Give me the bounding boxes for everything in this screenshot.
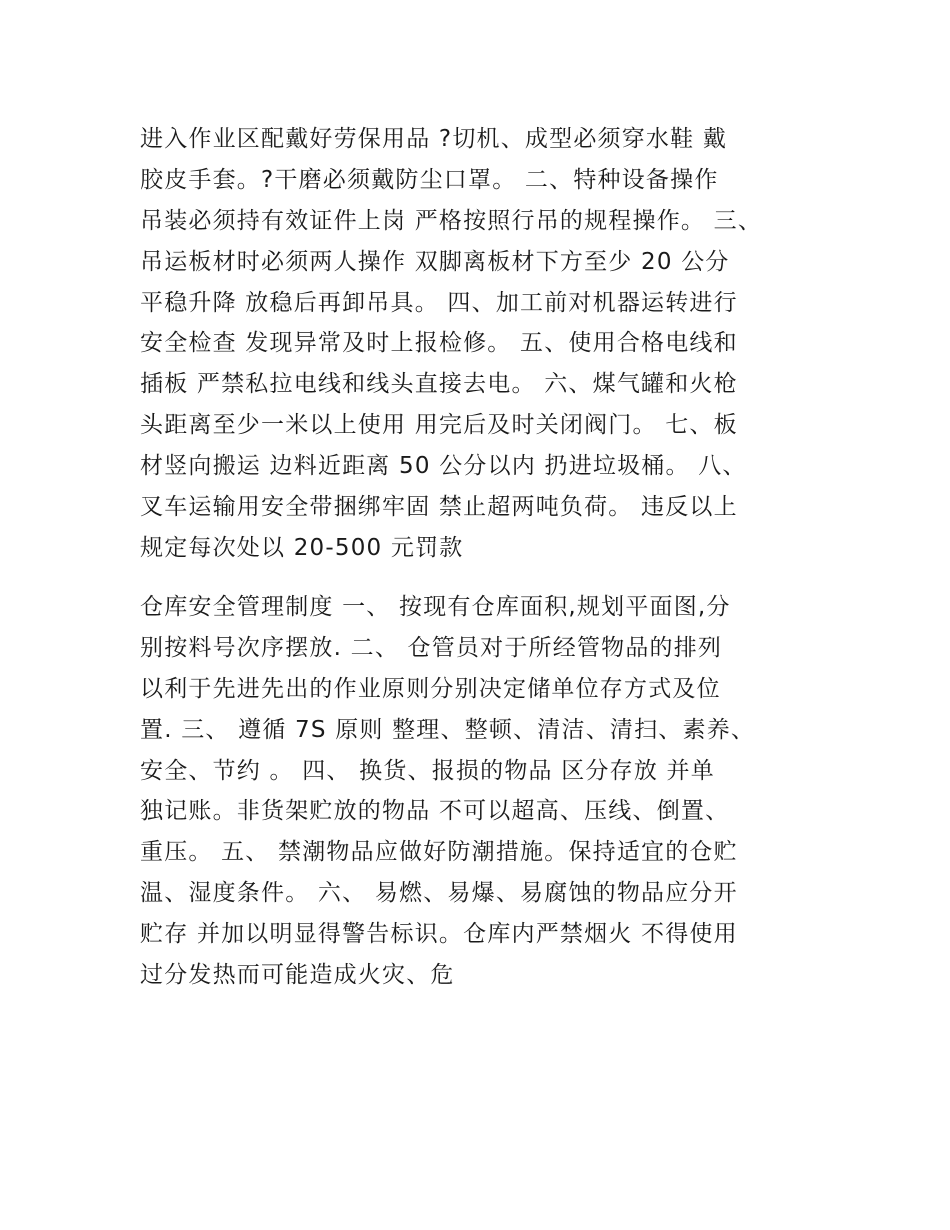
text-line: 别按料号次序摆放. 二、 仓管员对于所经管物品的排列 [140, 634, 723, 661]
text-line: 插板 严禁私拉电线和线头直接去电。 六、煤气罐和火枪 [140, 371, 738, 398]
text-line: 吊装必须持有效证件上岗 严格按照行吊的规程操作。 三、 [140, 207, 763, 234]
text-line: 胶皮手套。?干磨必须戴防尘口罩。 二、特种设备操作 [140, 166, 719, 193]
paragraph-safety-rules [140, 119, 840, 569]
text-line: 进入作业区配戴好劳保用品 ?切机、成型必须穿水鞋 戴 [140, 126, 728, 152]
text-line: 平稳升降 放稳后再卸吊具。 四、加工前对机器运转进行 [140, 289, 738, 316]
text-line: 吊运板材时必须两人操作 双脚离板材下方至少 20 公分 [140, 248, 730, 275]
text-line: 贮存 并加以明显得警告标识。仓库内严禁烟火 不得使用 [140, 921, 738, 948]
text-line: 以利于先进先出的作业原则分别决定储单位存方式及位 [140, 675, 721, 702]
text-line: 规定每次处以 20-500 元罚款 [140, 534, 464, 561]
text-line: 置. 三、 遵循 7S 原则 整理、整顿、清洁、清扫、素养、 [140, 716, 756, 743]
text-line: 头距离至少一米以上使用 用完后及时关闭阀门。 七、板 [140, 412, 738, 439]
text-line: 安全、节约 。 四、 换货、报损的物品 区分存放 并单 [140, 757, 715, 784]
text-line: 仓库安全管理制度 一、 按现有仓库面积,规划平面图,分 [140, 594, 731, 620]
text-line: 温、湿度条件。 六、 易燃、易爆、易腐蚀的物品应分开 [140, 880, 738, 907]
paragraph-warehouse-rules [140, 587, 840, 996]
text-line: 重压。 五、 禁潮物品应做好防潮措施。保持适宜的仓贮 [140, 839, 738, 866]
text-line: 独记账。非货架贮放的物品 不可以超高、压线、倒置、 [140, 798, 730, 825]
text-line: 材竖向搬运 边料近距离 50 公分以内 扔进垃圾桶。 八、 [140, 453, 747, 480]
text-line: 安全检查 发现异常及时上报检修。 五、使用合格电线和 [140, 330, 738, 357]
text-line: 叉车运输用安全带捆绑牢固 禁止超两吨负荷。 违反以上 [140, 494, 738, 521]
text-line: 过分发热而可能造成火灾、危 [140, 962, 455, 989]
